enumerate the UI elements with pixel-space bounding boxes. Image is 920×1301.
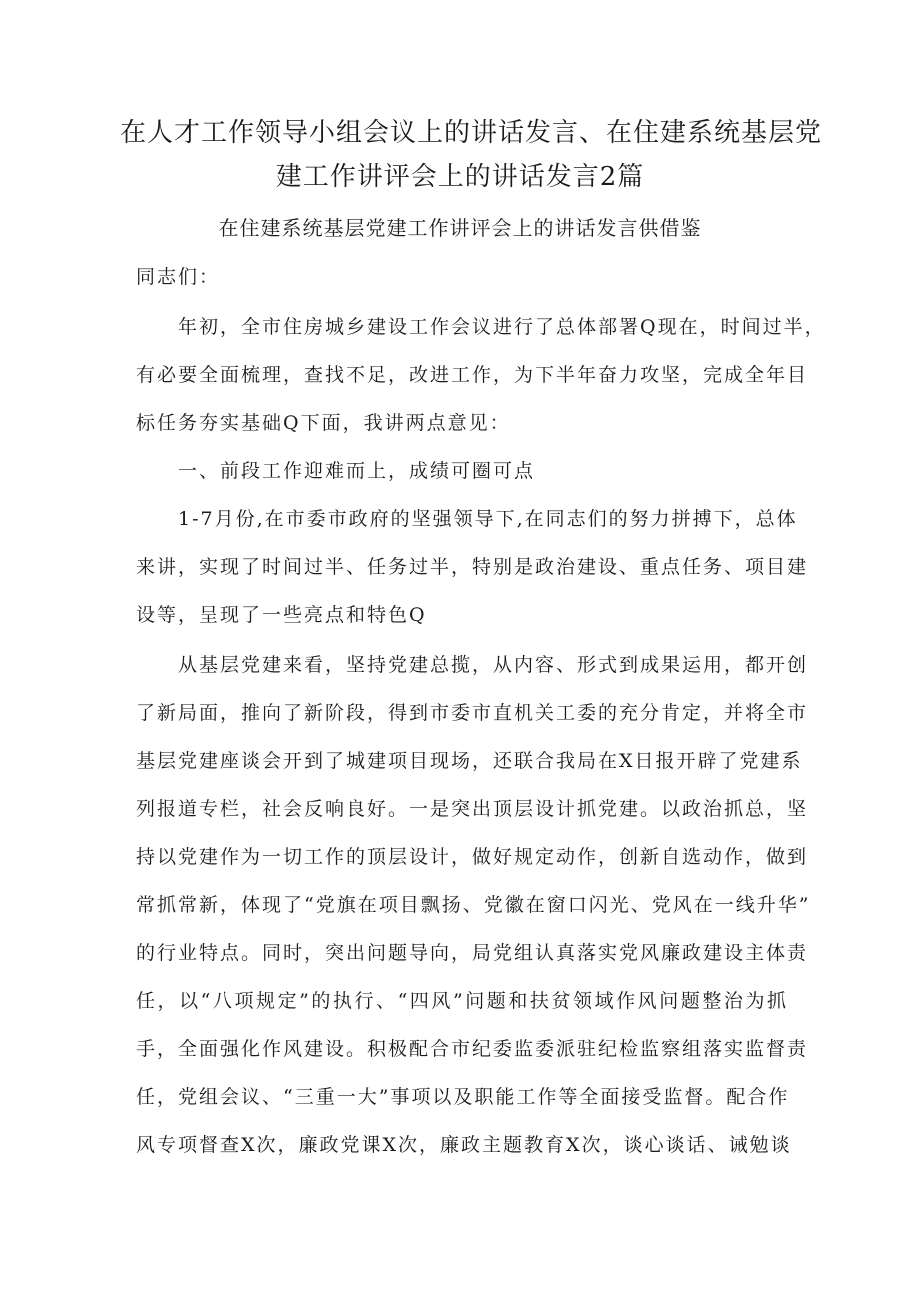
paragraph-3-line-11: 风专项督查X次，廉政党课X次，廉政主题教育X次，谈心谈话、诫勉谈 — [136, 1134, 792, 1156]
paragraph-3-line-4: 列报道专栏，社会反响良好。一是突出顶层设计抓党建。以政治抓总，坚 — [136, 798, 809, 820]
paragraph-1-line-1: 年初，全市住房城乡建设工作会议进行了总体部署Q现在，时间过半， — [178, 316, 826, 338]
paragraph-3-line-2: 了新局面，推向了新阶段，得到市委市直机关工委的充分肯定，并将全市 — [136, 702, 809, 724]
paragraph-3-line-6: 常抓常新，体现了“党旗在项目飘扬、党徽在窗口闪光、党风在一线升华” — [136, 894, 811, 916]
paragraph-2-line-2: 来讲，实现了时间过半、任务过半，特别是政治建设、重点任务、项目建 — [136, 556, 809, 578]
paragraph-2-line-1: 1-7月份,在市委市政府的坚强领导下,在同志们的努力拼搏下，总体 — [178, 508, 798, 530]
document-title-line-2: 建工作讲评会上的讲话发言2篇 — [275, 162, 645, 192]
salutation: 同志们： — [136, 266, 221, 288]
paragraph-3-line-5: 持以党建作为一切工作的顶层设计，做好规定动作，创新自选动作，做到 — [136, 846, 809, 868]
paragraph-3-line-3: 基层党建座谈会开到了城建项目现场，还联合我局在X日报开辟了党建系 — [136, 750, 803, 772]
paragraph-3-line-8: 任，以“八项规定”的执行、“四风”问题和扶贫领域作风问题整治为抓 — [136, 990, 788, 1012]
document-title-line-1: 在人才工作领导小组会议上的讲话发言、在住建系统基层党 — [120, 118, 823, 148]
paragraph-1-line-3: 标任务夯实基础Q下面，我讲两点意见： — [136, 412, 511, 434]
section-heading-1: 一、前段工作迎难而上，成绩可圈可点 — [178, 460, 536, 482]
paragraph-3-line-1: 从基层党建来看，坚持党建总揽，从内容、形式到成果运用，都开创 — [178, 654, 809, 676]
document-subtitle: 在住建系统基层党建工作讲评会上的讲话发言供借鉴 — [218, 216, 702, 240]
paragraph-3-line-10: 任，党组会议、“三重一大”事项以及职能工作等全面接受监督。配合作 — [136, 1086, 790, 1108]
paragraph-3-line-7: 的行业特点。同时，突出问题导向，局党组认真落实党风廉政建设主体责 — [136, 942, 809, 964]
paragraph-3-line-9: 手，全面强化作风建设。积极配合市纪委监委派驻纪检监察组落实监督责 — [136, 1038, 809, 1060]
paragraph-2-line-3: 设等，呈现了一些亮点和特色Q — [136, 604, 427, 626]
paragraph-1-line-2: 有必要全面梳理，查找不足，改进工作，为下半年奋力攻坚，完成全年目 — [136, 364, 809, 386]
